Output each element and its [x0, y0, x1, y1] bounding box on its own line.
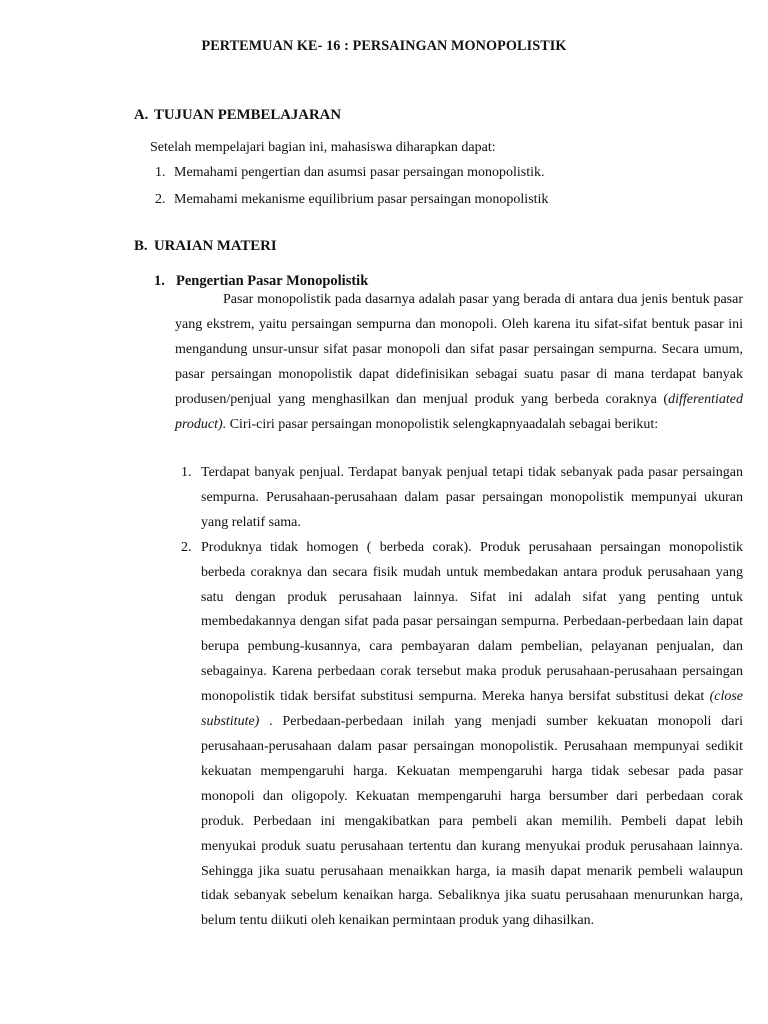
list-item: [181, 536, 743, 935]
section-b-letter: B.: [134, 238, 148, 254]
list-item: [181, 461, 743, 536]
learning-goals-list: [155, 164, 548, 218]
feature-text: Produknya tidak homogen ( berbeda corak). Produk perusahaan persaingan monopolistik berbeda coraknya dan secara fisik mudah untuk membedakan antara produk perusahaan yang satu dengan produk perusahaan lainnya. Sifat ini adalah sifat yang penting untuk membedakannya dengan sifat pada pasar persaingan sempurna. Perbedaan-perbedaan lain dapat berupa pembung-kusannya, cara pembayaran dalam pembelian, pelayanan penjualan, dan sebagainya. Karena perbedaan corak tersebut maka produk perusahaan-perusahaan persaingan monopolistik tidak bersifat substitusi sempurna. Mereka hanya bersifat substitusi dekat: [201, 539, 743, 705]
page-title: PERTEMUAN KE- 16 : PERSAINGAN MONOPOLISTIK: [201, 38, 567, 54]
features-list: [181, 461, 743, 934]
subsection-number: 1.: [154, 273, 165, 289]
definition-paragraph: [175, 288, 743, 437]
paragraph-italic-term: differentiated product).: [175, 391, 743, 432]
feature-italic-term: (close substitute): [201, 689, 743, 730]
goal-number: 1.: [155, 165, 166, 180]
section-b-heading: [134, 238, 277, 255]
goal-text: Memahami pengertian dan asumsi pasar persaingan monopolistik.: [174, 165, 545, 180]
section-b-title: URAIAN MATERI: [154, 238, 277, 254]
feature-number: 2.: [181, 539, 192, 555]
section-a-title: TUJUAN PEMBELAJARAN: [154, 107, 342, 123]
section-a-intro: Setelah mempelajari bagian ini, mahasiswa diharapkan dapat:: [150, 140, 496, 155]
paragraph-text: Pasar monopolistik pada dasarnya adalah pasar yang berada di antara dua jenis bentuk pasar yang ekstrem, yaitu persaingan sempurna dan monopoli. Oleh karena itu sifat-sifat bentuk pasar ini mengandung unsur-unsur sifat pasar monopoli dan sifat pasar persaingan sempurna. Secara umum, pasar persaingan monopolistik dapat didefinisikan sebagai suatu pasar di mana terdapat banyak produsen/penjual yang menghasilkan dan menjual produk yang berbeda coraknya (: [175, 292, 743, 407]
goal-text: Memahami mekanisme equilibrium pasar persaingan monopolistik: [174, 192, 549, 207]
goal-number: 2.: [155, 192, 166, 207]
paragraph-text-end: Ciri-ciri pasar persaingan monopolistik selengkapnyaadalah sebagai berikut:: [226, 416, 659, 432]
feature-text-end: . Perbedaan-perbedaan inilah yang menjadi sumber kekuatan monopoli dari perusahaan-perusahaan dalam pasar persaingan monopolistik. Perusahaan mempunyai sedikit kekuatan mempengaruhi harga. Kekuatan mempengaruhi harga tidak sebesar pada pasar monopoli dan oligopoly. Kekuatan mempengaruhi harga bersumber dari perbedaan corak produk. Perbedaan ini mengakibatkan para pembeli akan memilih. Pembeli dapat lebih menyukai produk suatu perusahaan tertentu dan kurang menyukai produk perusahaan lainnya. Sehingga jika suatu perusahaan menaikkan harga, ia masih dapat menarik pembeli walaupun tidak sebanyak sebelum kenaikan harga. Sebaliknya jika suatu perusahaan menurunkan harga, belum tentu diikuti oleh kenaikan permintaan produk yang dihasilkan.: [201, 714, 743, 929]
subsection-title: Pengertian Pasar Monopolistik: [176, 273, 369, 289]
section-a-letter: A.: [134, 107, 149, 123]
section-a-heading: [134, 107, 341, 124]
list-item: [155, 164, 548, 191]
feature-text: Terdapat banyak penjual. Terdapat banyak penjual tetapi tidak sebanyak pada pasar persaingan sempurna. Perusahaan-perusahaan dalam pasar persaingan monopolistik mempunyai ukuran yang relatif sama.: [201, 465, 743, 530]
list-item: [155, 191, 548, 218]
feature-number: 1.: [181, 465, 192, 480]
